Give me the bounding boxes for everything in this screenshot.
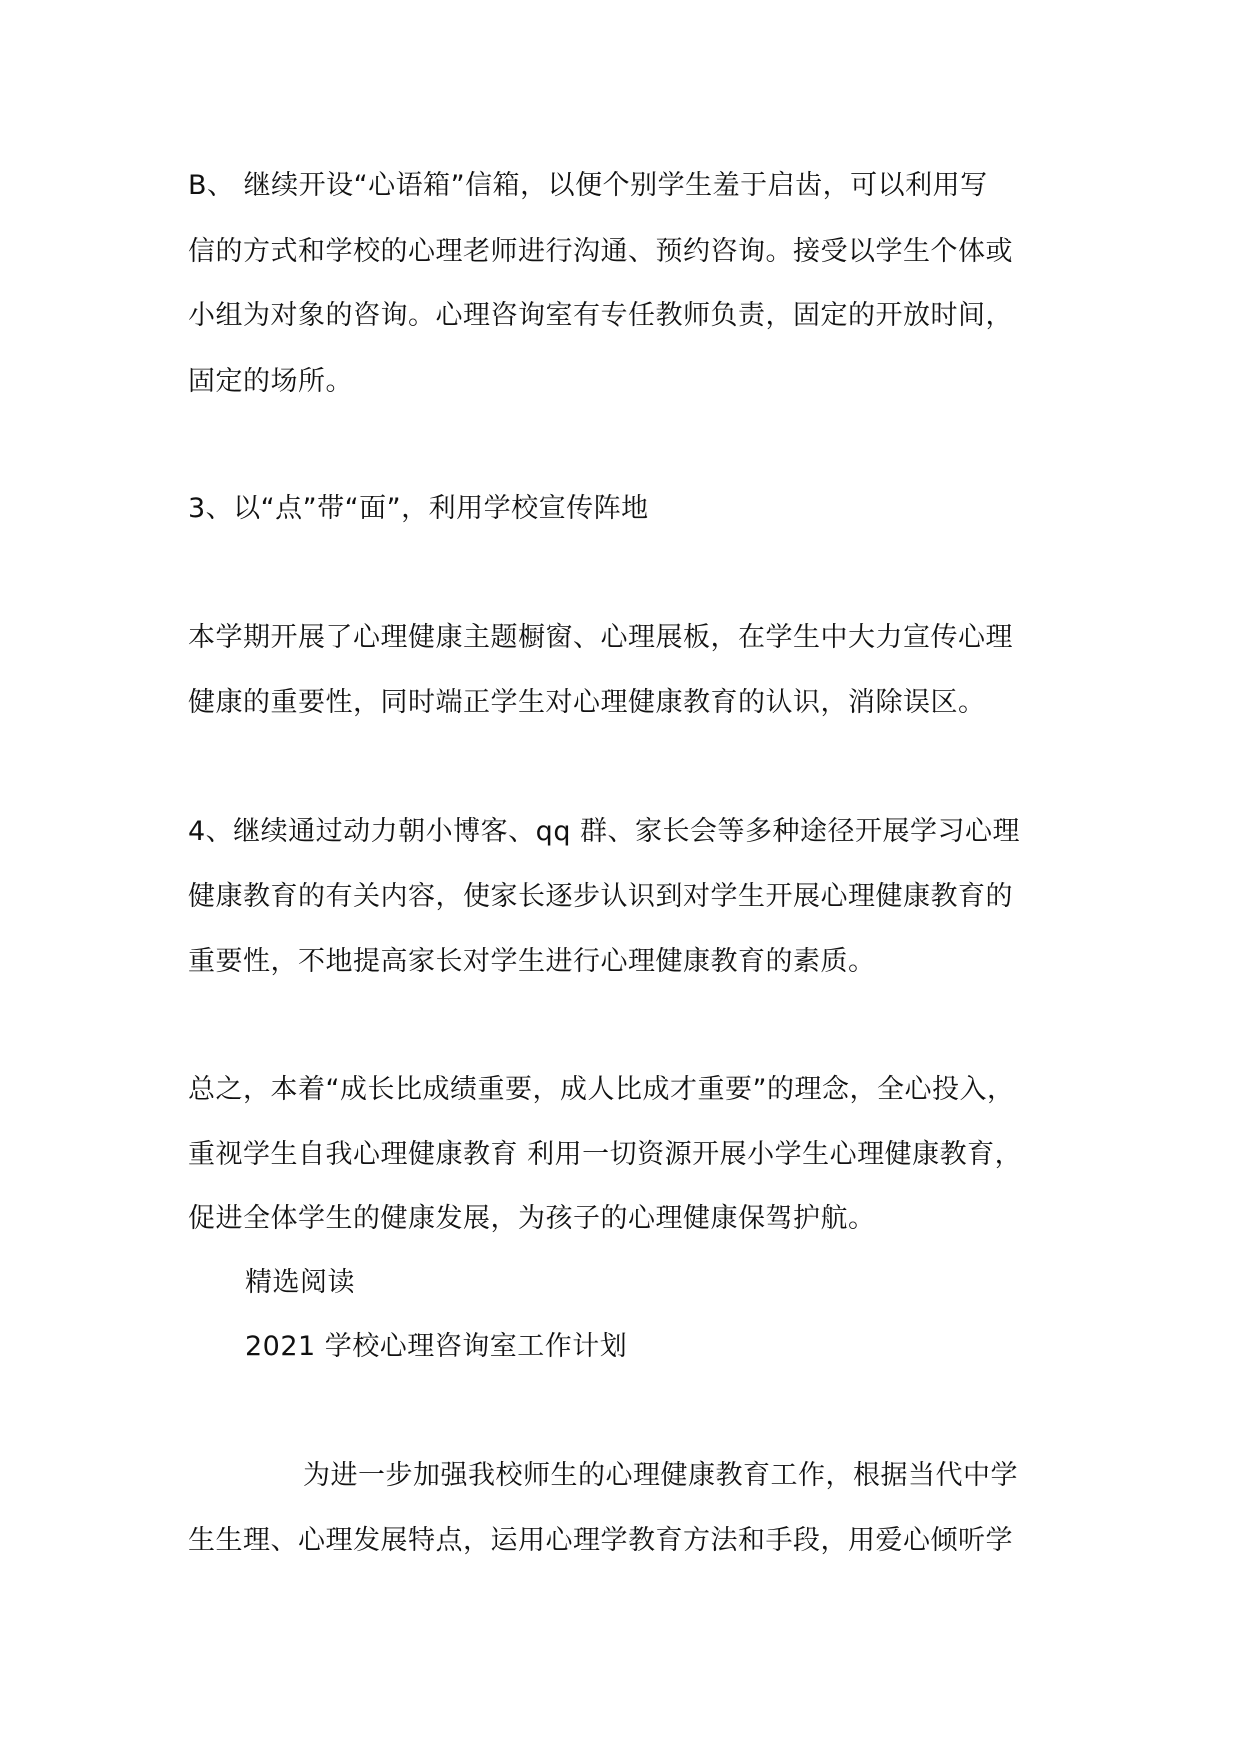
paragraph-b-line-3: 小组为对象的咨询。心理咨询室有专任教师负责，固定的开放时间， xyxy=(188,300,1013,331)
intro-line-1: 为进一步加强我校师生的心理健康教育工作，根据当代中学 xyxy=(303,1460,1018,1491)
paragraph-window-line-1: 本学期开展了心理健康主题橱窗、心理展板，在学生中大力宣传心理 xyxy=(188,622,1013,653)
summary-line-1: 总之，本着“成长比成绩重要，成人比成才重要”的理念，全心投入， xyxy=(188,1074,1015,1105)
paragraph-4-line-2: 健康教育的有关内容，使家长逐步认识到对学生开展心理健康教育的 xyxy=(188,881,1013,912)
paragraph-window-line-2: 健康的重要性，同时端正学生对心理健康教育的认识，消除误区。 xyxy=(188,687,986,718)
recommended-reading-label: 精选阅读 xyxy=(245,1267,355,1298)
paragraph-b-line-1: B、 继续开设“心语箱”信箱，以便个别学生羞于启齿，可以利用写 xyxy=(188,170,988,201)
paragraph-4-line-1: 4、继续通过动力朝小博客、qq 群、家长会等多种途径开展学习心理 xyxy=(188,816,1021,847)
paragraph-b-line-2: 信的方式和学校的心理老师进行沟通、预约咨询。接受以学生个体或 xyxy=(188,236,1013,267)
summary-line-2: 重视学生自我心理健康教育 利用一切资源开展小学生心理健康教育， xyxy=(188,1139,1023,1170)
paragraph-4-line-3: 重要性，不地提高家长对学生进行心理健康教育的素质。 xyxy=(188,946,876,977)
article-title: 2021 学校心理咨询室工作计划 xyxy=(245,1331,628,1362)
paragraph-b-line-4: 固定的场所。 xyxy=(188,366,353,397)
intro-line-2: 生生理、心理发展特点，运用心理学教育方法和手段，用爱心倾听学 xyxy=(188,1525,1013,1556)
summary-line-3: 促进全体学生的健康发展，为孩子的心理健康保驾护航。 xyxy=(188,1203,876,1234)
section-3-heading: 3、以“点”带“面”，利用学校宣传阵地 xyxy=(188,493,649,524)
